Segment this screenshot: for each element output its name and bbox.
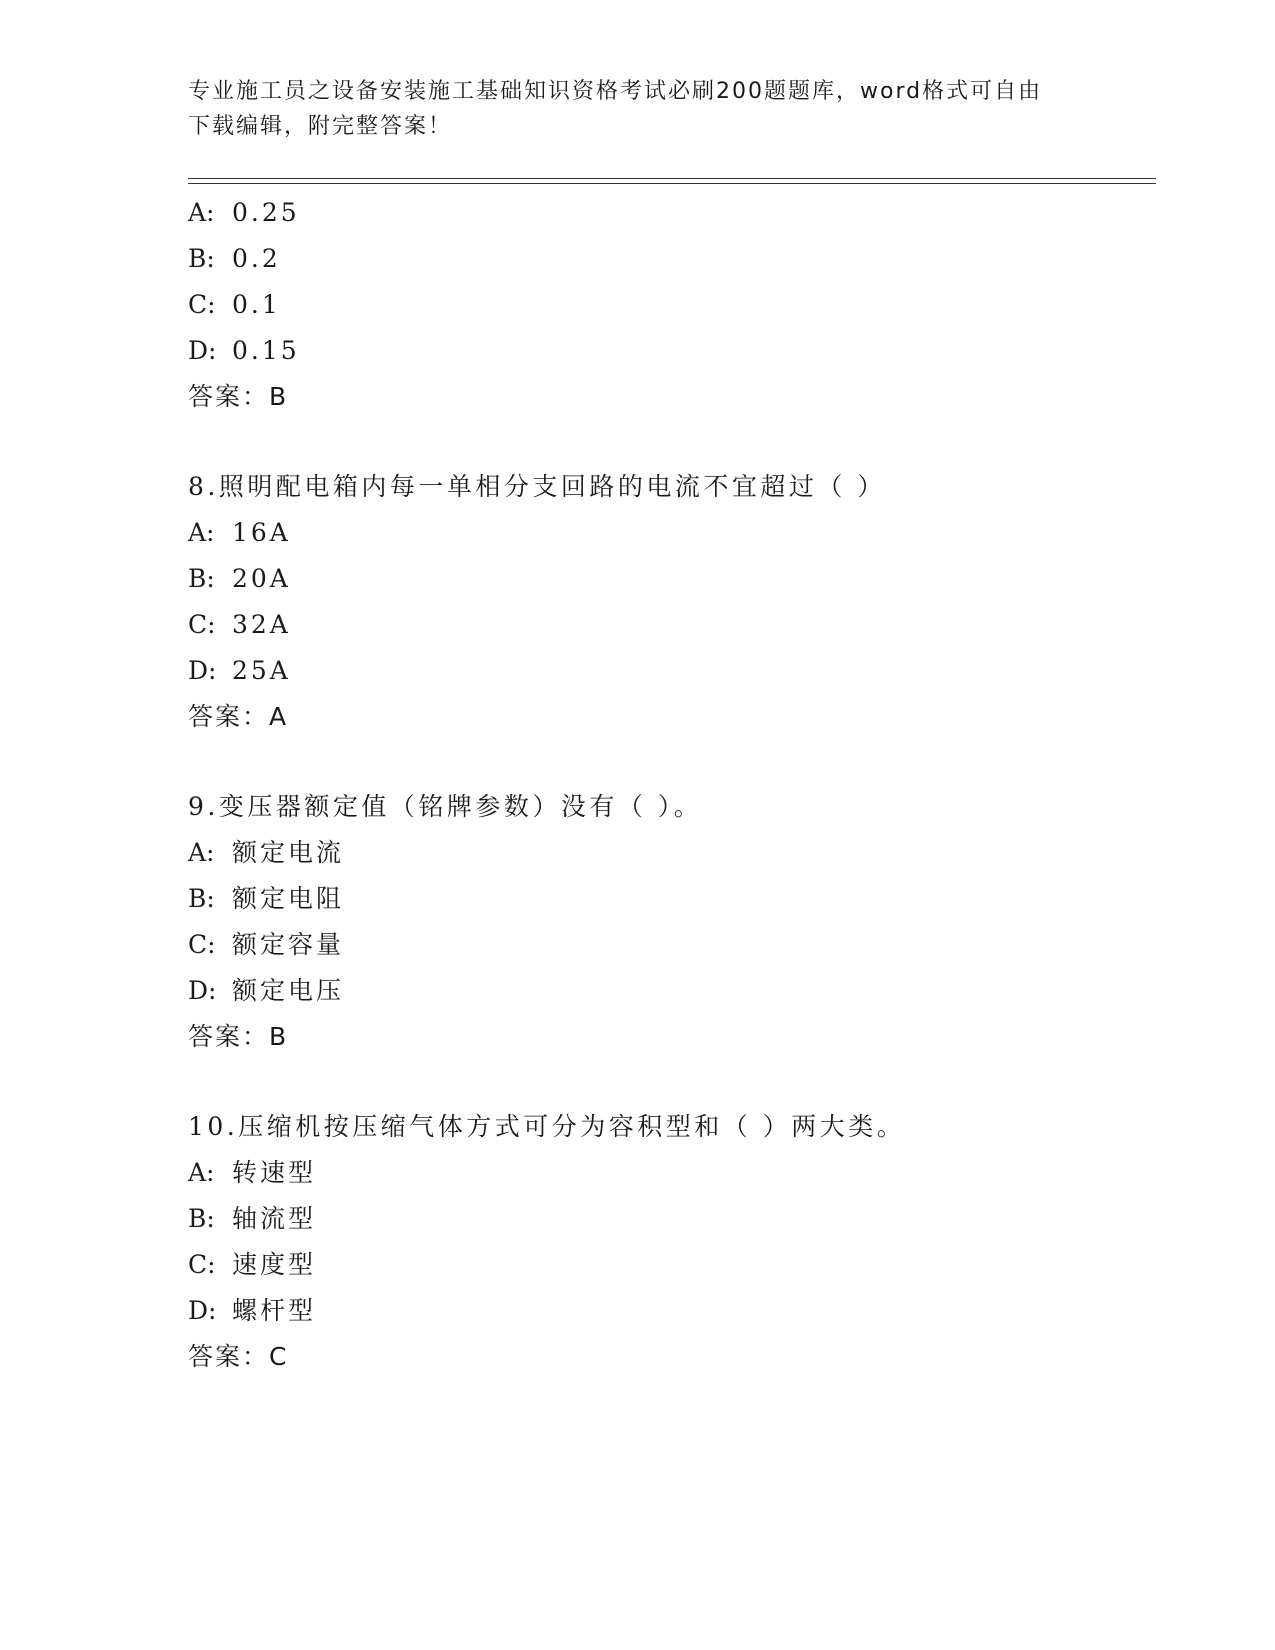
option-text: 0.15	[232, 336, 300, 365]
option-text: 20A	[232, 564, 291, 593]
document-header	[188, 74, 1088, 144]
option-letter: C:	[188, 610, 216, 639]
option-b	[188, 1196, 1148, 1242]
option-b	[188, 876, 1148, 922]
question-block-9	[188, 784, 1148, 1060]
question-block-10	[188, 1104, 1148, 1380]
option-a	[188, 510, 1148, 556]
option-text: 速度型	[232, 1250, 317, 1279]
header-divider-bottom	[188, 183, 1156, 184]
spacer	[188, 420, 1148, 464]
option-text: 额定容量	[232, 930, 345, 959]
option-text: 0.25	[232, 198, 300, 227]
option-letter: A:	[188, 838, 215, 867]
option-text: 额定电压	[232, 976, 345, 1005]
option-a	[188, 830, 1148, 876]
question-list	[188, 190, 1148, 1380]
option-letter: A:	[188, 518, 215, 547]
option-letter: B:	[188, 564, 215, 593]
option-letter: D:	[188, 656, 217, 685]
option-letter: C:	[188, 930, 216, 959]
option-text: 轴流型	[232, 1204, 317, 1233]
spacer	[188, 740, 1148, 784]
option-letter: C:	[188, 290, 216, 319]
header-line-1: 专业施工员之设备安装施工基础知识资格考试必刷200题题库，word格式可自由	[188, 79, 1043, 104]
option-letter: B:	[188, 244, 215, 273]
option-text: 16A	[232, 518, 291, 547]
option-letter: B:	[188, 884, 215, 913]
option-c	[188, 602, 1148, 648]
option-letter: D:	[188, 976, 217, 1005]
option-letter: D:	[188, 1296, 217, 1325]
option-letter: D:	[188, 336, 217, 365]
option-b	[188, 556, 1148, 602]
option-c	[188, 922, 1148, 968]
question-block-7	[188, 190, 1148, 420]
option-a	[188, 1150, 1148, 1196]
question-text: 10.压缩机按压缩气体方式可分为容积型和（ ）两大类。	[188, 1112, 906, 1141]
option-text: 螺杆型	[232, 1296, 317, 1325]
option-c	[188, 1242, 1148, 1288]
option-d	[188, 1288, 1148, 1334]
option-text: 转速型	[232, 1158, 317, 1187]
answer-line: 答案：C	[188, 1342, 289, 1371]
option-d	[188, 968, 1148, 1014]
option-letter: B:	[188, 1204, 215, 1233]
question-text: 8.照明配电箱内每一单相分支回路的电流不宜超过（ ）	[188, 472, 886, 501]
option-text: 额定电流	[232, 838, 345, 867]
option-text: 0.1	[232, 290, 281, 319]
option-text: 0.2	[232, 244, 281, 273]
answer-line: 答案：B	[188, 1022, 289, 1051]
option-d	[188, 328, 1148, 374]
header-line-2: 下载编辑，附完整答案！	[188, 114, 453, 139]
option-b	[188, 236, 1148, 282]
option-letter: A:	[188, 198, 215, 227]
option-text: 额定电阻	[232, 884, 345, 913]
option-c	[188, 282, 1148, 328]
option-letter: C:	[188, 1250, 216, 1279]
answer-line: 答案：B	[188, 382, 289, 411]
option-text: 32A	[232, 610, 291, 639]
answer-line: 答案：A	[188, 702, 289, 731]
option-a	[188, 190, 1148, 236]
header-divider-top	[188, 178, 1156, 179]
question-block-8	[188, 464, 1148, 740]
question-text: 9.变压器额定值（铭牌参数）没有（ ）。	[188, 792, 703, 821]
spacer	[188, 1060, 1148, 1104]
option-text: 25A	[232, 656, 291, 685]
option-d	[188, 648, 1148, 694]
option-letter: A:	[188, 1158, 215, 1187]
